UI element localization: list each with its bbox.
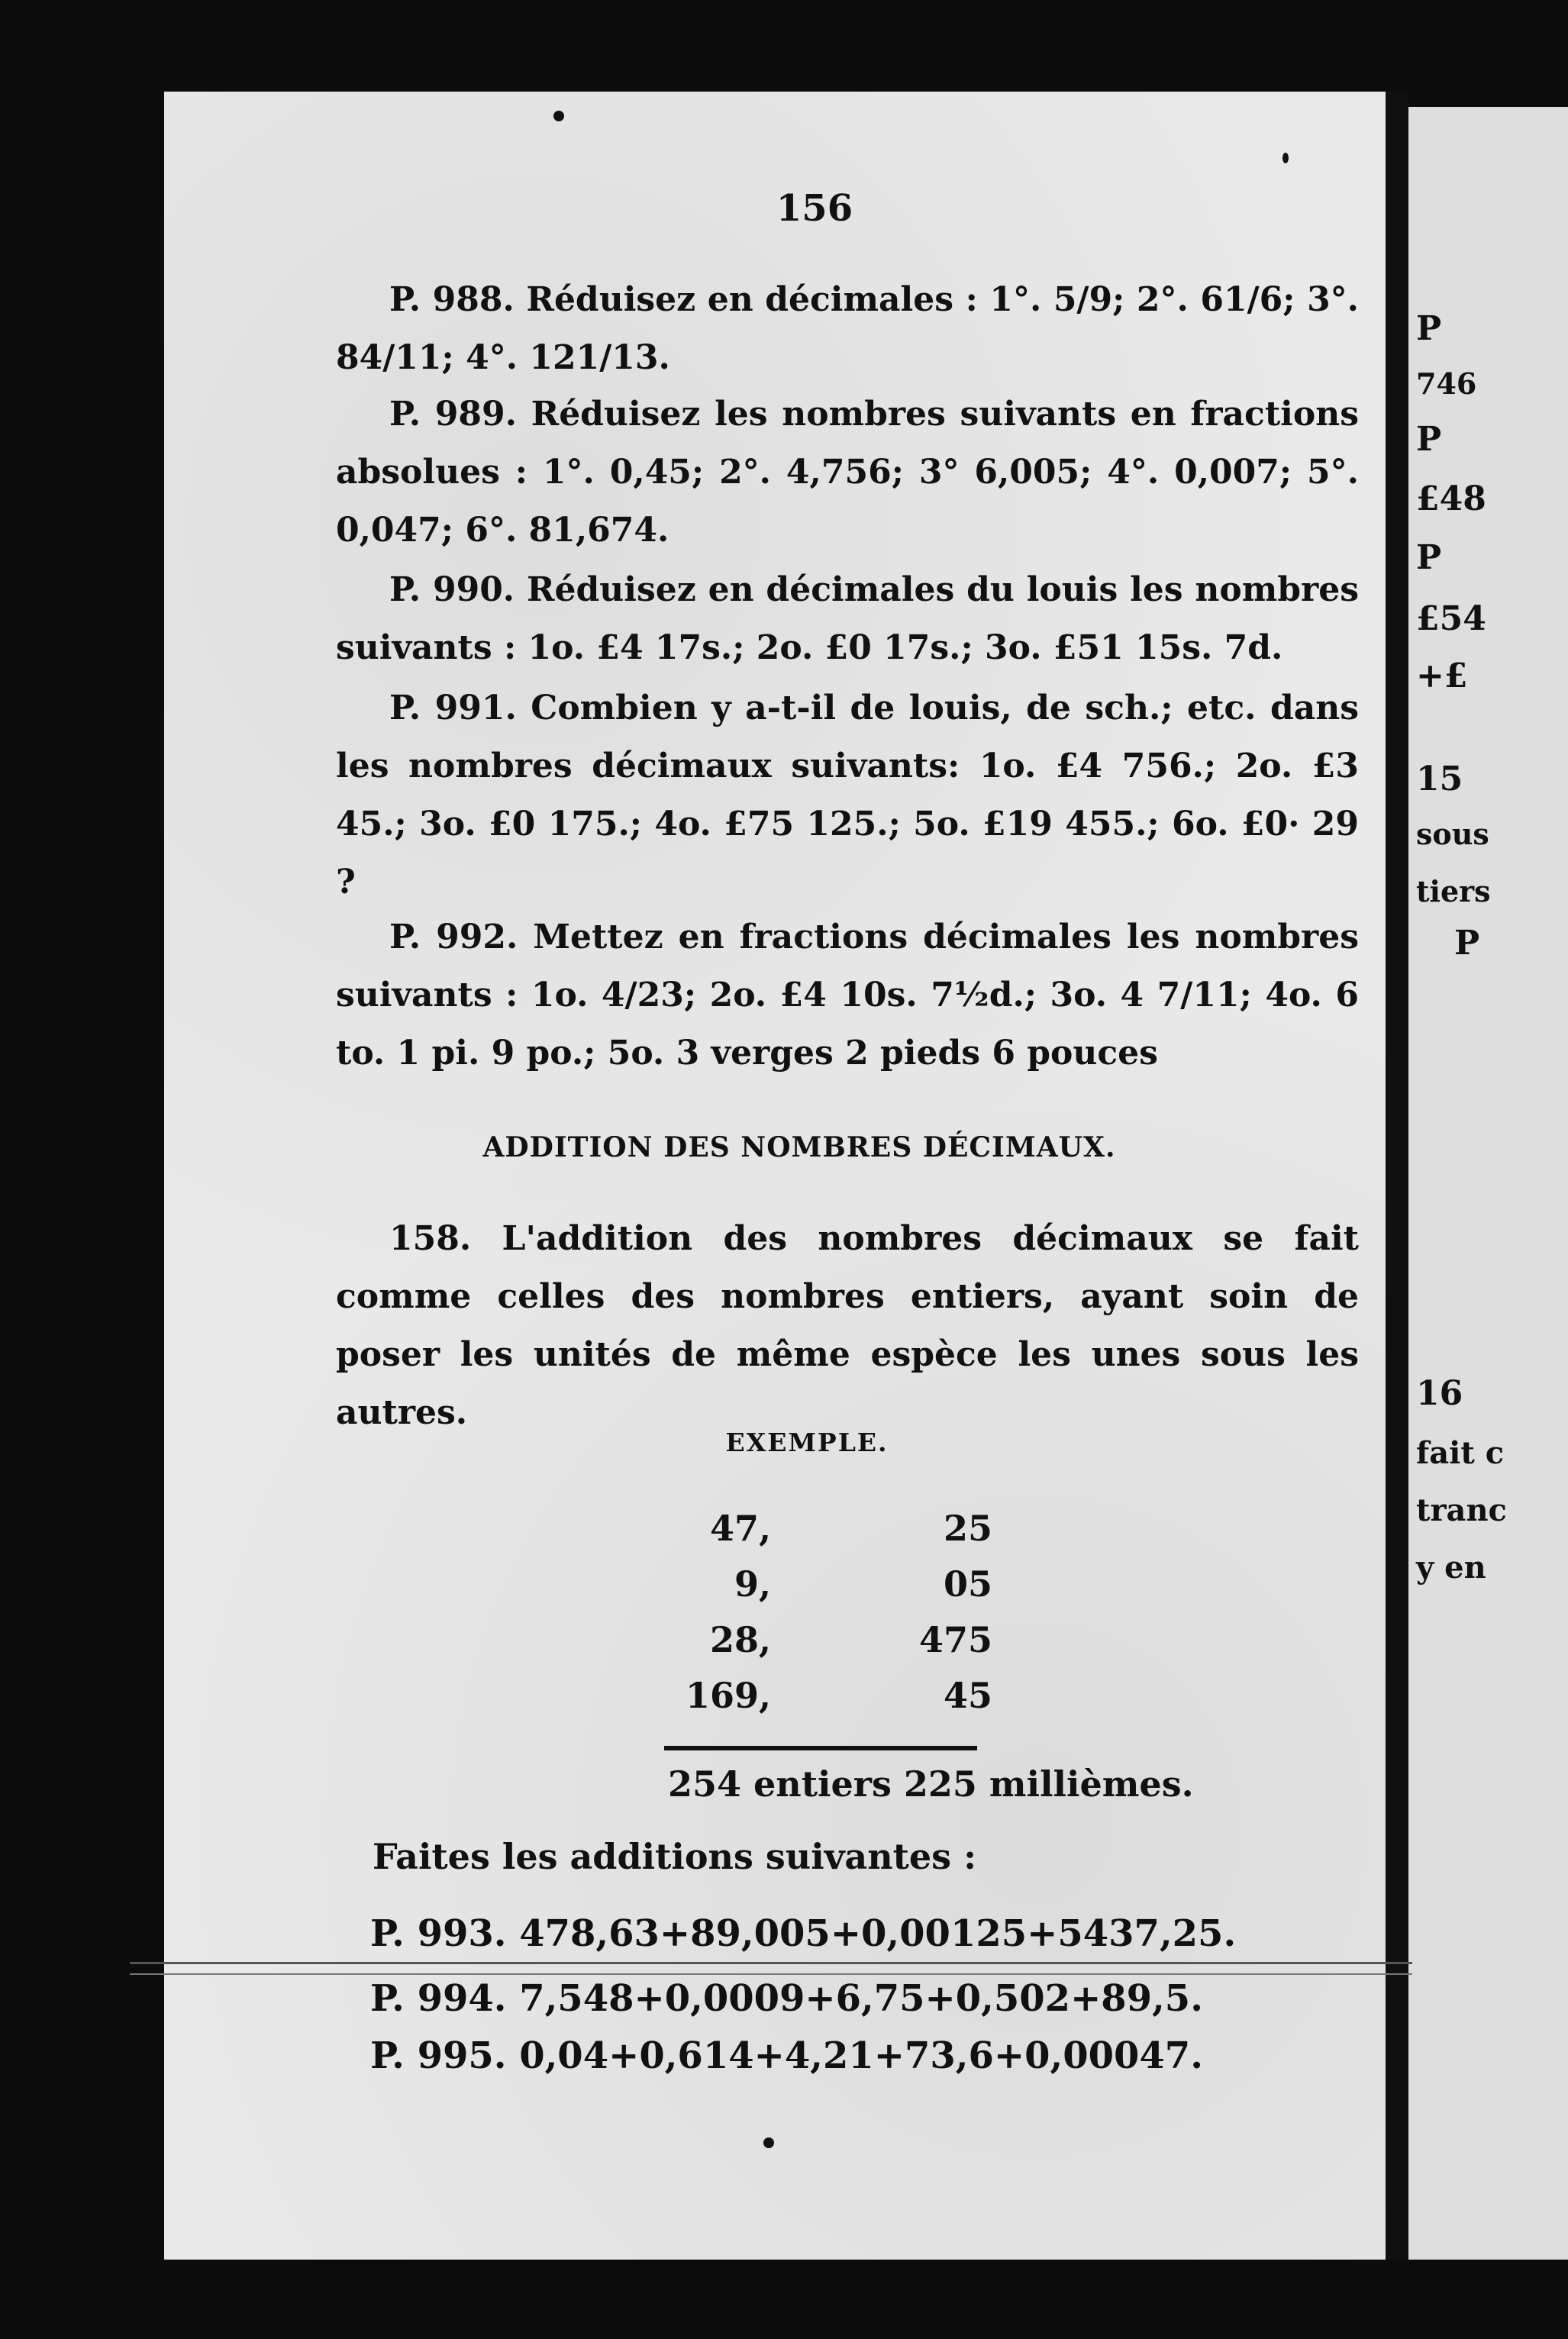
example-int-part: 47, [709, 1508, 771, 1549]
facing-fragment: y en [1416, 1550, 1486, 1586]
problem-989 [336, 386, 1359, 560]
problem-text: Réduisez les nombres suivants en fractions absolues : 1°. 0,45; 2°. 4,756; 3° 6,005; 4°. 0,007; 5°. 0,047; 6°. 81,674. [336, 395, 1359, 550]
problem-text: Combien y a-t-il de louis, de sch.; etc. dans les nombres décimaux suivants: 1o. £4 756.; 2o. £3 45.; 3o. £0 175.; 4o. £75 125.; 5o. £19 455.; 6o. £0· 29 ? [336, 689, 1359, 902]
problem-992 [336, 908, 1359, 1082]
exercise-995: P. 995. 0,04+0,614+4,21+73,6+0,00047. [370, 2034, 1203, 2077]
example-dec-part: 25 [943, 1508, 992, 1549]
sum-rule [664, 1746, 977, 1750]
problem-id: P. 990. [389, 570, 515, 609]
problem-id: P. 992. [389, 918, 518, 957]
problem-990 [336, 561, 1359, 677]
section-heading: ADDITION DES NOMBRES DÉCIMAUX. [482, 1131, 1116, 1163]
facing-fragment: tranc [1416, 1492, 1507, 1528]
facing-fragment: P [1416, 309, 1442, 348]
facing-fragment: £48 [1416, 479, 1486, 518]
facing-fragment: P [1416, 538, 1442, 577]
page-gutter [1386, 92, 1408, 2260]
problem-id: P. 988. [389, 280, 515, 319]
scan-speck [1282, 153, 1289, 163]
problem-text: Réduisez en décimales du louis les nombres suivants : 1o. £4 17s.; 2o. £0 17s.; 3o. £51 15s. 7d. [336, 570, 1359, 667]
exercises-intro: Faites les additions suivantes : [373, 1836, 977, 1877]
facing-fragment: £54 [1416, 599, 1486, 638]
scan-line [130, 1973, 1412, 1975]
example-int-part: 169, [685, 1675, 771, 1716]
facing-fragment: 746 [1416, 366, 1477, 401]
example-int-part: 9, [734, 1563, 771, 1605]
problem-text: Réduisez en décimales : 1°. 5/9; 2°. 61/6; 3°. 84/11; 4°. 121/13. [336, 280, 1359, 377]
exercise-993: P. 993. 478,63+89,005+0,00125+5437,25. [370, 1912, 1237, 1955]
facing-fragment: P [1416, 420, 1442, 459]
facing-page [1408, 107, 1568, 2260]
facing-fragment: +£ [1416, 657, 1468, 695]
problem-id: P. 989. [389, 395, 517, 434]
problem-991 [336, 679, 1359, 911]
example-dec-part: 475 [918, 1619, 992, 1660]
example-heading: EXEMPLE. [725, 1428, 889, 1457]
problem-text: Mettez en fractions décimales les nombres suivants : 1o. 4/23; 2o. £4 10s. 7½d.; 3o. 4 7/11; 4o. 6 to. 1 pi. 9 po.; 5o. 3 verges 2 pieds 6 pouces [336, 918, 1359, 1073]
problem-id: P. 991. [389, 689, 517, 728]
scan-border-left [0, 0, 164, 2339]
facing-fragment: sous [1416, 817, 1489, 851]
example-dec-part: 05 [943, 1563, 992, 1605]
example-total: 254 entiers 225 millièmes. [668, 1763, 1194, 1805]
exercise-994: P. 994. 7,548+0,0009+6,75+0,502+89,5. [370, 1977, 1203, 2020]
facing-fragment: P [1454, 924, 1480, 963]
scan-speck [553, 111, 564, 121]
facing-fragment: tiers [1416, 874, 1491, 908]
page-number: 156 [776, 187, 853, 230]
example-dec-part: 45 [943, 1675, 992, 1716]
facing-fragment: 16 [1416, 1374, 1463, 1413]
scan-line [130, 1962, 1412, 1964]
facing-fragment: fait c [1416, 1435, 1505, 1471]
problem-988 [336, 271, 1359, 387]
facing-fragment: 15 [1416, 760, 1463, 798]
example-int-part: 28, [709, 1619, 771, 1660]
scan-speck [763, 2137, 774, 2148]
rule-158: 158. L'addition des nombres décimaux se fait comme celles des nombres entiers, ayant soin de poser les unités de même espèce les unes sous les autres. [336, 1219, 1359, 1432]
